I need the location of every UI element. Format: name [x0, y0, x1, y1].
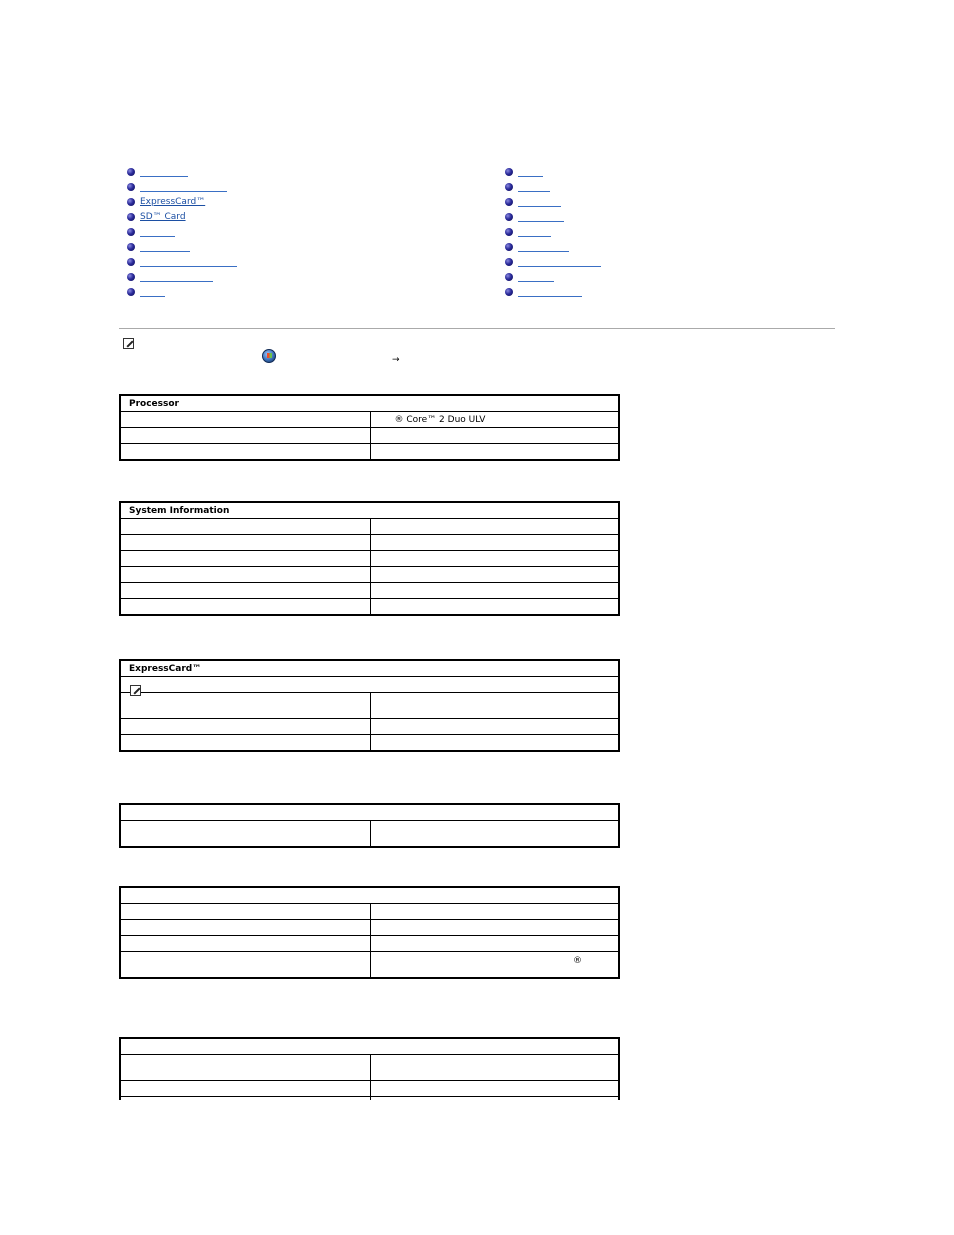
table-row: [120, 519, 619, 535]
nav-link[interactable]: [140, 272, 213, 282]
cell-label: [120, 904, 370, 920]
cell-value: [370, 936, 619, 952]
nav-link[interactable]: [518, 167, 543, 177]
cell-value: [370, 1055, 619, 1081]
cell-value: [370, 567, 619, 583]
table-title: [120, 1038, 619, 1055]
table-row: [120, 1055, 619, 1081]
table-row: [120, 952, 619, 979]
system-information-table: [119, 501, 620, 616]
cell-label: [120, 567, 370, 583]
bullet-icon: [505, 273, 513, 281]
table-row: [120, 428, 619, 444]
cell-label: [120, 519, 370, 535]
note-icon: [130, 685, 141, 696]
bullet-icon: [127, 273, 135, 281]
table-row: [120, 1097, 619, 1101]
nav-link[interactable]: [140, 257, 237, 267]
nav-link[interactable]: [518, 242, 569, 252]
table-row: [120, 412, 619, 428]
table-row: [120, 1081, 619, 1097]
cell-label: [120, 952, 370, 979]
nav-link[interactable]: [518, 182, 550, 192]
nav-link[interactable]: [518, 197, 561, 207]
bullet-icon: [127, 258, 135, 266]
cell-label: [120, 920, 370, 936]
cell-label: [120, 412, 370, 428]
windows-start-icon: [262, 349, 276, 363]
cell-value: [370, 952, 619, 979]
table-row: [120, 920, 619, 936]
cell-label: [120, 1097, 370, 1101]
cell-value: [370, 693, 619, 719]
table-row: [120, 599, 619, 616]
nav-link[interactable]: [518, 227, 551, 237]
nav-link[interactable]: [140, 227, 175, 237]
cell-value: [370, 444, 619, 461]
bullet-icon: [127, 183, 135, 191]
nav-link-sd-card[interactable]: SD™ Card: [140, 212, 186, 222]
cell-label: [120, 1081, 370, 1097]
processor-table: [119, 394, 620, 461]
cell-label: [120, 936, 370, 952]
table-row: [120, 735, 619, 752]
table-title: [120, 804, 619, 821]
bullet-icon: [127, 228, 135, 236]
bullet-icon: [505, 228, 513, 236]
nav-link-expresscard[interactable]: ExpressCard™: [140, 197, 206, 207]
bullet-icon: [127, 198, 135, 206]
cell-label: [120, 583, 370, 599]
table-row: [120, 904, 619, 920]
cell-label: [120, 719, 370, 735]
arrow-symbol: →: [392, 355, 400, 365]
table-row: [120, 693, 619, 719]
bullet-icon: [127, 213, 135, 221]
nav-link[interactable]: [140, 287, 165, 297]
cell-value: [370, 920, 619, 936]
table-title: Processor: [120, 395, 619, 412]
table-row: [120, 936, 619, 952]
cell-label: [120, 428, 370, 444]
note-row: [120, 677, 619, 693]
cell-label: [120, 1055, 370, 1081]
spec-table-5: [119, 886, 620, 979]
table-row: [120, 444, 619, 461]
nav-link[interactable]: [140, 167, 188, 177]
nav-link[interactable]: [518, 212, 564, 222]
cell-value: [370, 535, 619, 551]
table-row: [120, 821, 619, 848]
nav-link[interactable]: [518, 272, 554, 282]
cell-label: [120, 735, 370, 752]
spec-table-6: [119, 1037, 620, 1100]
cell-value: [370, 519, 619, 535]
cell-label: [120, 551, 370, 567]
bullet-icon: [127, 168, 135, 176]
table-title: ExpressCard™: [120, 660, 619, 677]
cell-value: [370, 735, 619, 752]
table-row: [120, 583, 619, 599]
table-title: System Information: [120, 502, 619, 519]
cell-value: [370, 904, 619, 920]
cell-label: [120, 599, 370, 616]
cell-value: [370, 551, 619, 567]
table-row: [120, 719, 619, 735]
bullet-icon: [505, 243, 513, 251]
cell-label: [120, 821, 370, 848]
cell-value: ® Core™ 2 Duo ULV: [370, 412, 619, 428]
nav-link[interactable]: [140, 242, 190, 252]
cell-value: [370, 428, 619, 444]
table-row: [120, 567, 619, 583]
nav-link[interactable]: [518, 257, 601, 267]
table-row: [120, 535, 619, 551]
divider: [119, 328, 835, 329]
bullet-icon: [505, 198, 513, 206]
bullet-icon: [127, 288, 135, 296]
cell-label: [120, 535, 370, 551]
spec-table-4: [119, 803, 620, 848]
table-title: [120, 887, 619, 904]
table-row: [120, 551, 619, 567]
note-icon: [123, 338, 134, 349]
nav-link[interactable]: [518, 287, 582, 297]
expresscard-table: [119, 659, 620, 752]
cell-value: [370, 821, 619, 848]
nav-link[interactable]: [140, 182, 227, 192]
cell-value: [370, 599, 619, 616]
cell-value: [370, 1097, 619, 1101]
registered-symbol: ®: [573, 956, 582, 966]
cell-label: [120, 444, 370, 461]
cell-value: [370, 719, 619, 735]
bullet-icon: [505, 258, 513, 266]
cell-value: [370, 1081, 619, 1097]
cell-value: [370, 583, 619, 599]
bullet-icon: [505, 168, 513, 176]
cell-label: [120, 693, 370, 719]
bullet-icon: [505, 288, 513, 296]
bullet-icon: [505, 213, 513, 221]
bullet-icon: [127, 243, 135, 251]
bullet-icon: [505, 183, 513, 191]
